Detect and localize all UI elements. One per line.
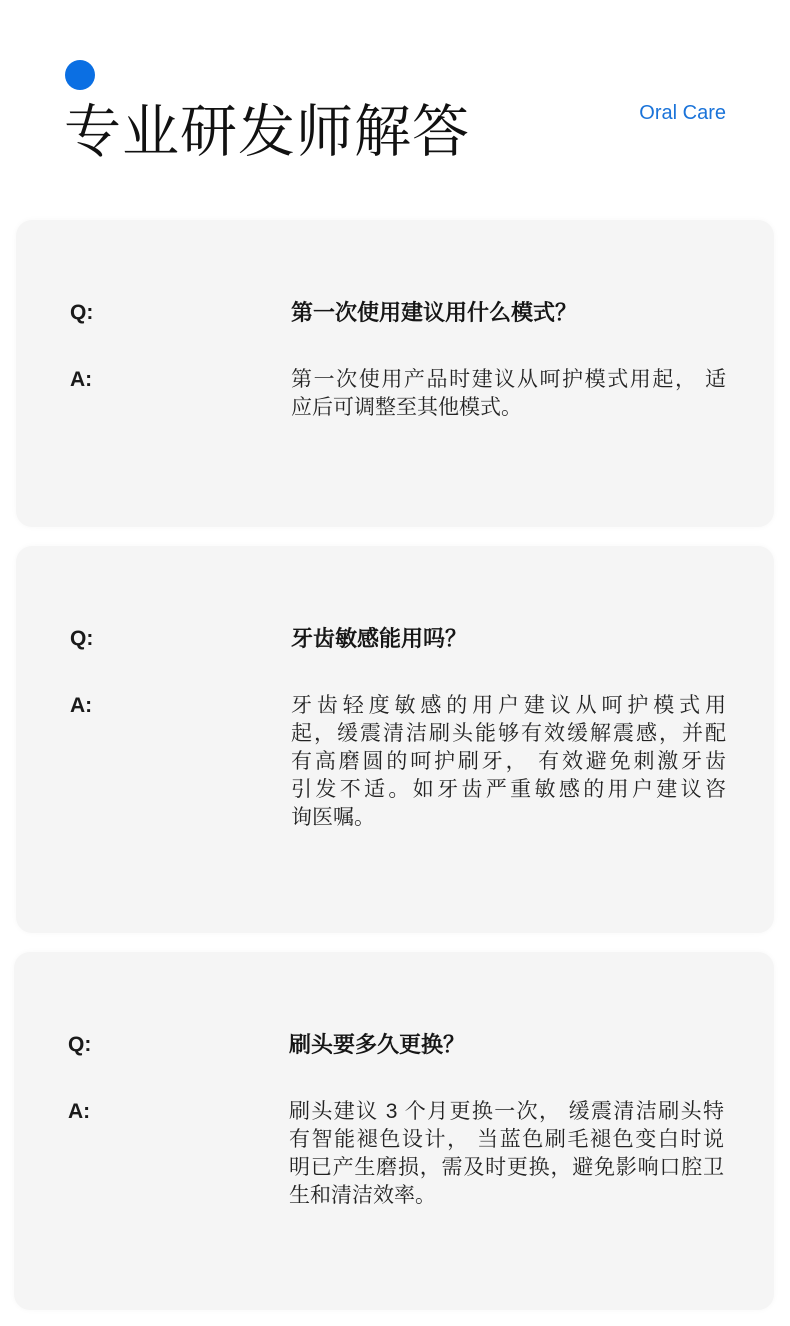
page-title: 专业研发师解答 — [64, 100, 470, 164]
answer-line: 引发不适。如牙齿严重敏感的用户建议咨 — [291, 778, 726, 801]
answer-line: 应后可调整至其他模式。 — [291, 396, 522, 419]
question-text: 刷头要多久更换？ — [289, 1032, 466, 1057]
answer-row — [68, 1098, 726, 1210]
answer-line: 起，缓震清洁刷头能够有效缓解震感，并配 — [291, 722, 726, 745]
answer-line: 有智能褪色设计， 当蓝色刷毛褪色变白时说 — [289, 1128, 724, 1151]
question-row — [70, 625, 726, 653]
answer-line: 牙齿轻度敏感的用户建议从呵护模式用 — [291, 694, 726, 717]
answer-label: A: — [68, 1100, 91, 1123]
answer-text — [289, 1098, 724, 1210]
question-label: Q: — [70, 301, 94, 324]
answer-line: 生和清洁效率。 — [289, 1184, 436, 1207]
answer-line: 第一次使用产品时建议从呵护模式用起， 适 — [291, 368, 726, 391]
faq-card — [16, 220, 774, 527]
answer-label: A: — [70, 368, 93, 391]
answer-line: 刷头建议 3 个月更换一次， 缓震清洁刷头特 — [289, 1100, 724, 1123]
faq-card — [14, 952, 774, 1310]
answer-line: 有高磨圆的呵护刷牙， 有效避免刺激牙齿 — [291, 750, 726, 773]
answer-text — [291, 366, 726, 422]
answer-row — [70, 692, 726, 832]
question-label: Q: — [68, 1033, 92, 1056]
question-text: 牙齿敏感能用吗？ — [291, 626, 468, 651]
question-row — [70, 299, 726, 327]
oral-care-label: Oral Care — [639, 102, 726, 124]
answer-label: A: — [70, 694, 93, 717]
answer-text — [291, 692, 726, 832]
faq-card — [16, 546, 774, 933]
answer-line: 询医嘱。 — [291, 806, 375, 829]
blue-dot-icon — [65, 60, 95, 90]
question-label: Q: — [70, 627, 94, 650]
question-row — [68, 1031, 726, 1059]
answer-row — [70, 366, 726, 422]
answer-line: 明已产生磨损，需及时更换，避免影响口腔卫 — [289, 1156, 724, 1179]
question-text: 第一次使用建议用什么模式？ — [291, 300, 578, 325]
